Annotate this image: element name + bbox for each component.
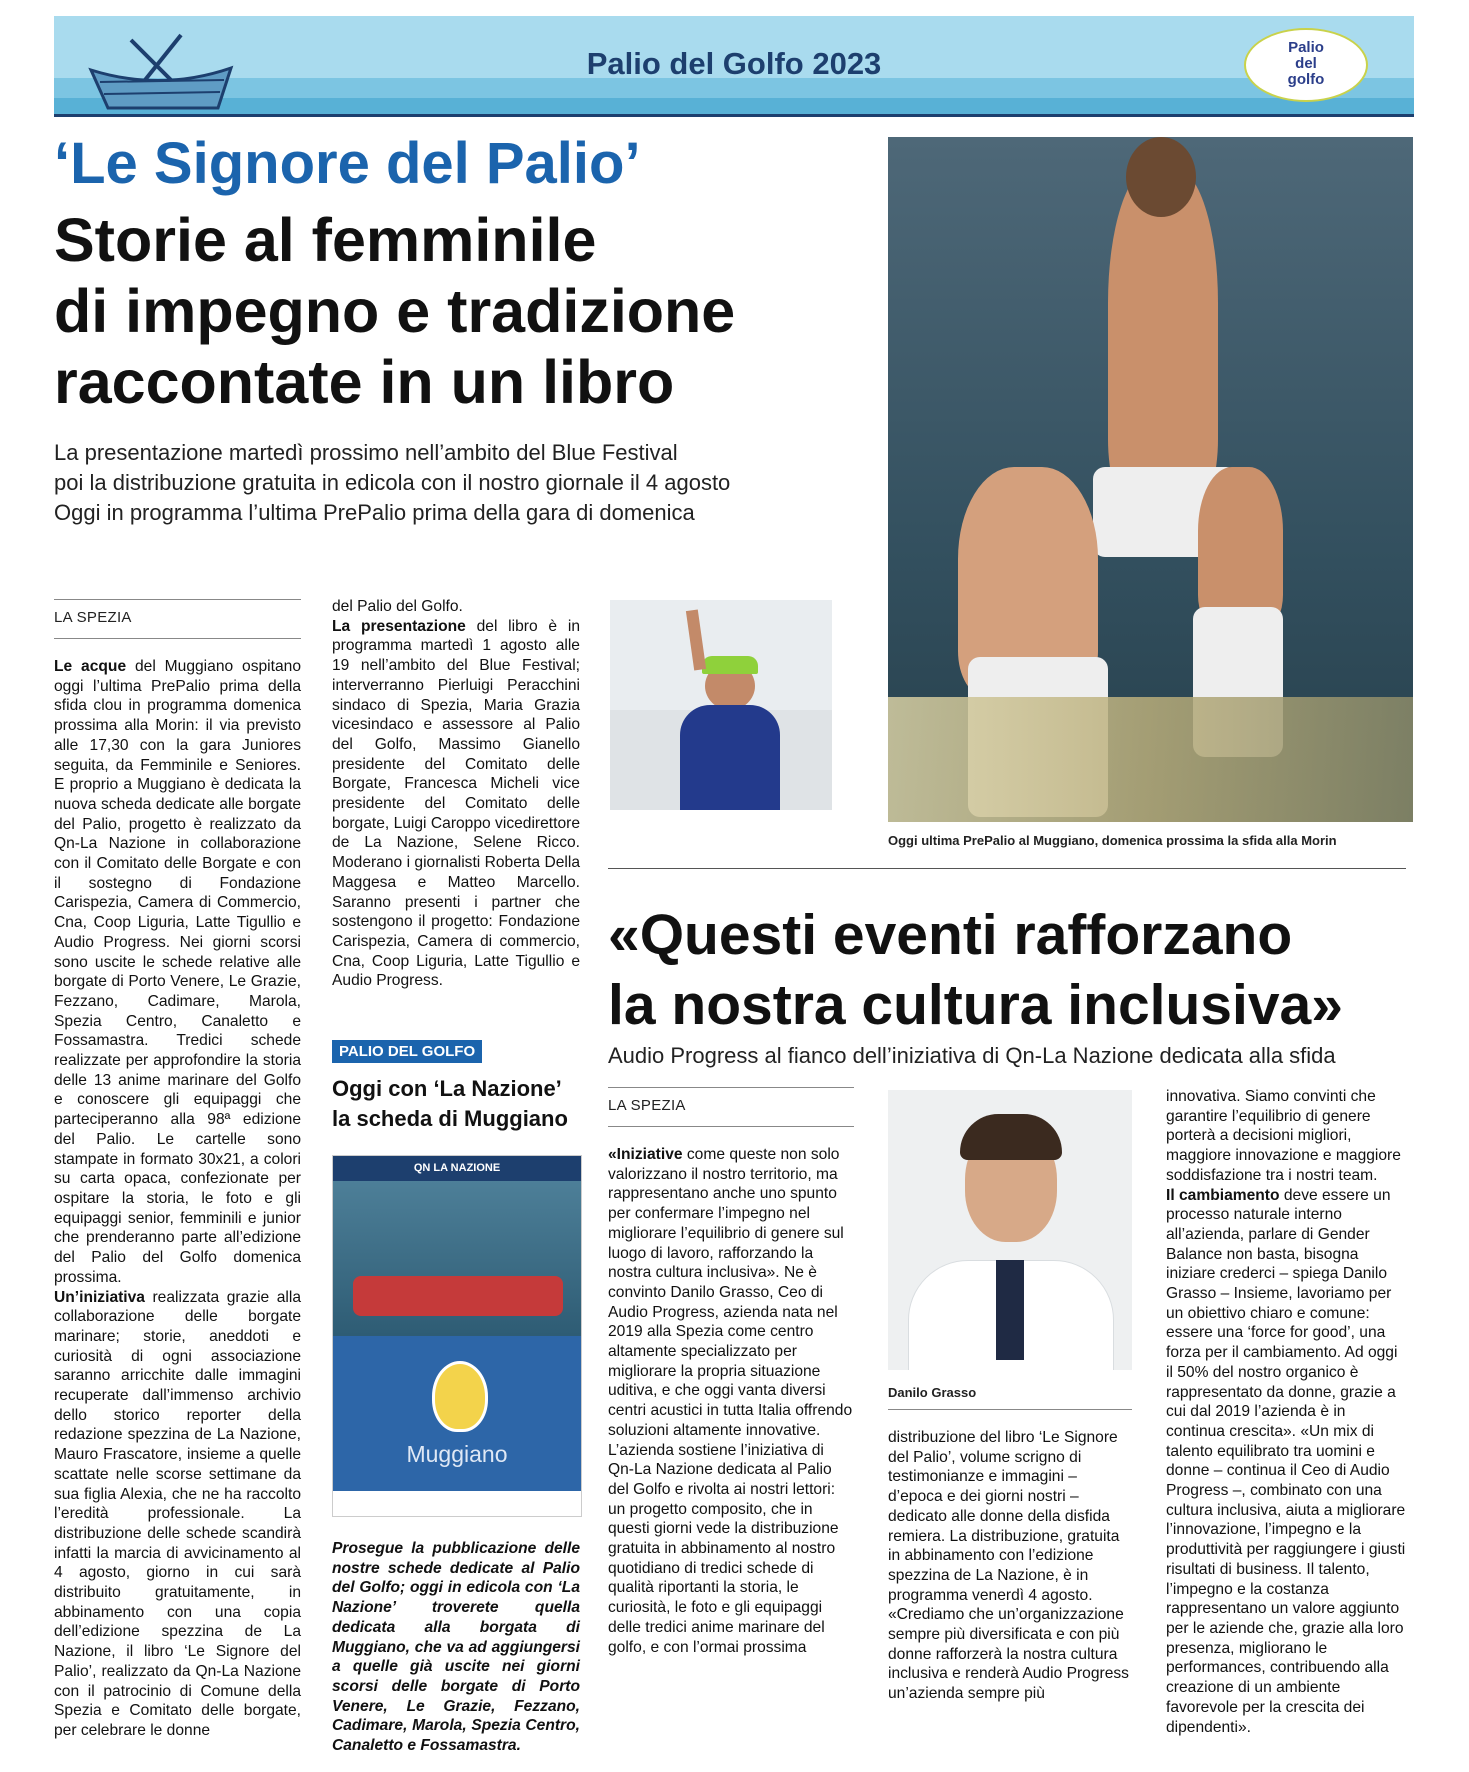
section-title: Palio del Golfo 2023 (586, 46, 882, 81)
cover-masthead: QN LA NAZIONE (333, 1156, 581, 1181)
column-rule (54, 599, 301, 600)
sidebar-caption: Prosegue la pubblicazione delle nostre schede dedicate al Palio del Golfo; oggi in edicola con ‘La Nazione’ troverete quella dedicata alla borgata di Muggiano, che va ad aggiungersi a quelle già uscite nei giorni scorsi delle borgate di Porto Venere, Le Grazie, Fezzano, Cadimare, Marola, Spezia Centro, Canaletto e Fossamastra. (332, 1540, 580, 1755)
header-banner (54, 16, 1414, 116)
lead-in: «Iniziative (608, 1146, 683, 1163)
logo-line: golfo (1287, 71, 1325, 88)
article-column (888, 1428, 1132, 1704)
headline-line: Storie al femminile (54, 206, 597, 274)
lead-in: Un’iniziativa (54, 1288, 145, 1306)
portrait-tie (996, 1260, 1024, 1360)
article-headline (54, 205, 884, 418)
deck-line: Oggi in programma l’ultima PrePalio prima della gara di domenica (54, 500, 695, 525)
paragraph-text: deve essere un processo naturale interno all’azienda, parlare di Gender Balance non basta, bisogna iniziare crederci – spiega Danilo Grasso – Insieme, lavoriamo per un obiettivo chiaro e comune: essere una ‘force for good’, una forza per il cambiamento. Ad oggi il 50% del nostro organico è rappresentato da donne, grazie a cui dal 2019 l’azienda è in continua crescita». «Un mix di talento equilibrato tra uomini e donne – continua il Ceo di Audio Progress –, combinato con una cultura inclusiva, aiuta a migliorare l’innovazione, l’impegno e la produttività per raggiungere i giusti risultati di business. Il talento, l’impegno e la costanza rappresentano un valore aggiunto per le aziende che, grazie alla loro presenza, migliorano le performances, contribuendo alla creazione di un ambiente favorevole per la crescita dei dipendenti». (1166, 1186, 1406, 1736)
paragraph-text: innovativa. Siamo convinti che garantire l’equilibrio di genere porterà a decisioni migliori, maggiore innovazione e maggiore soddisfazione tra i nostri team. (1166, 1088, 1401, 1184)
sidebar-tag: PALIO DEL GOLFO (332, 1040, 482, 1063)
article-kicker: ‘Le Signore del Palio’ (54, 131, 641, 196)
sidebar-title (332, 1074, 588, 1134)
paragraph (54, 1289, 301, 1739)
article-column (54, 657, 301, 1741)
paragraph-text: come queste non solo valorizzano il nostro territorio, ma rappresentano anche uno spunto per confermare l’impegno nel migliorare l’equilibrio di genere sul luogo di lavoro, rafforzando la nostra cultura inclusiva». Ne è convinto Danilo Grasso, Ceo di Audio Progress, azienda nata nel 2019 alla Spezia come centro altamente specializzato per migliorare la propria situazione uditiva, e che oggi vanta diversi centri acustici in tutta Italia offrendo soluzioni altamente innovative. L’azienda sostiene l’iniziativa di Qn-La Nazione dedicata al Palio del Golfo e rivolta ai nostri lettori: un progetto composito, che in questi giorni vede la distribuzione gratuita in abbinamento al nostro quotidiano di tredici schede di qualità riportanti la storia, le curiosità, le foto e gli equipaggi delle tredici anime marinare del golfo, e con l’ormai prossima (608, 1146, 853, 1656)
photo-figure (1198, 467, 1283, 627)
palio-logo (1244, 28, 1368, 102)
headline-line: di impegno e tradizione (54, 277, 736, 345)
interview-deck: Audio Progress al fianco dell’iniziativa di Qn-La Nazione dedicata alla sfida (608, 1043, 1336, 1068)
column-rule (608, 1087, 854, 1088)
logo-line: del (1295, 55, 1317, 72)
sidebar-title-line: la scheda di Muggiano (332, 1106, 568, 1131)
headline-line: «Questi eventi rafforzano (608, 903, 1293, 967)
rowers-celebration-photo (888, 137, 1413, 822)
photo-figure-head (1126, 137, 1196, 217)
photo-cap (702, 656, 758, 674)
paragraph-text: realizzata grazie alla collaborazione delle borgate marinare; storie, aneddoti e curiosità di ogni associazione saranno arricchite dalle immagini recuperate dall’immenso archivio dello storico reporter della redazione spezzina de La Nazione, Mauro Frascatore, insieme a quelle scattate nelle scorse settimane da sua figlia Alexia, che ne ha raccolto l’eredità professionale. La distribuzione delle schede scandirà infatti la marcia di avvicinamento al 4 agosto, giorno in cui sarà distribuito gratuitamente, in abbinamento con una copia dell’edizione spezzina de La Nazione, il libro ‘Le Signore del Palio’, realizzato da Qn-La Nazione con il patrocinio di Comune della Spezia e Comitato delle borgate, per celebrare le donne (54, 1288, 301, 1739)
cover-borgata-name: Muggiano (406, 1441, 508, 1467)
banner-underline (54, 114, 1414, 117)
deck-line: La presentazione martedì prossimo nell’ambito del Blue Festival (54, 440, 678, 465)
photo-caption: Oggi ultima PrePalio al Muggiano, domenica prossima la sfida alla Morin (888, 833, 1337, 848)
column-rule (608, 1126, 854, 1127)
lead-in: Le acque (54, 658, 127, 675)
sidebar-title-line: Oggi con ‘La Nazione’ (332, 1076, 562, 1101)
cover-sponsor-strip (333, 1491, 581, 1516)
article-column (608, 1145, 854, 1657)
portrait-hair (960, 1114, 1062, 1160)
borgata-emblem-icon (432, 1361, 488, 1432)
logo-line: Palio (1288, 39, 1324, 56)
portrait-caption: Danilo Grasso (888, 1385, 977, 1400)
article-column (332, 597, 580, 991)
interview-headline (608, 900, 1343, 1040)
article-deck (54, 438, 814, 528)
lead-in: Il cambiamento (1166, 1186, 1280, 1204)
paragraph-text: distribuzione del libro ‘Le Signore del Palio’, volume scrigno di testimonianze e immagini – d’epoca e dei giorni nostri – dedicato alle donne della disfida remiera. La distribuzione, gratuita in abbinamento con l’edizione spezzina de La Nazione, è in programma venerdì 4 agosto. «Crediamo che un’organizzazione sempre più diversificata e con più donne rafforzerà la nostra cultura inclusiva e renderà Audio Progress un’azienda sempre più (888, 1429, 1129, 1703)
lead-in: La presentazione (332, 617, 466, 635)
photo-figure (1108, 167, 1218, 507)
paragraph-text: del Muggiano ospitano oggi l’ultima PrePalio prima della sfida clou in programma domenica prossima alla Morin: il via previsto alle 17,30 con la gara Juniores seguita, da Femminile e Seniores. E proprio a Muggiano è dedicata la nuova scheda dedicate alle borgate del Palio, progetto è realizzato da Qn-La Nazione in collaborazione con il Comitato delle Borgate e con il sostegno di Fondazione Carispezia, Camera di Commercio, Cna, Coop Liguria, Latte Tigullio e Audio Progress. Nei giorni scorsi sono uscite le schede relative alle borgate di Porto Venere, Le Grazie, Fezzano, Cadimare, Marola, Spezia Centro, Canaletto e Fossamastra. Tredici schede realizzate per approfondire la storia delle 13 anime marinare del Golfo e conoscere gli equipaggi che parteciperanno alla 98ª edizione del Palio. Le cartelle sono stampate in formato 30x21, a colori su carta opaca, confezionate per ospitare la storia, le foto e gli equipaggi senior, femminili e junior che prenderanno parte all’edizione del Palio del Golfo domenica prossima. (54, 658, 301, 1286)
paragraph (54, 658, 301, 1286)
headline-line: raccontate in un libro (54, 348, 675, 416)
column-rule (54, 638, 301, 639)
paragraph (332, 618, 580, 990)
deck-line: poi la distribuzione gratuita in edicola con il nostro giornale il 4 agosto (54, 470, 731, 495)
dateline: LA SPEZIA (54, 609, 132, 626)
referee-photo (610, 600, 832, 810)
danilo-grasso-portrait (888, 1090, 1132, 1370)
muggiano-card-cover (332, 1155, 582, 1517)
headline-line: la nostra cultura inclusiva» (608, 973, 1343, 1037)
paragraph-text: del Palio del Golfo. (332, 598, 463, 615)
column-rule (888, 1409, 1132, 1410)
article-column (1166, 1087, 1406, 1737)
cover-boat (353, 1276, 563, 1316)
photo-body (680, 705, 780, 810)
section-separator (608, 868, 1406, 869)
dateline: LA SPEZIA (608, 1097, 686, 1114)
photo-boat (888, 697, 1413, 822)
paragraph-text: del libro è in programma martedì 1 agosto alle 19 nell’ambito del Blue Festival; interverranno Pierluigi Peracchini sindaco di Spezia, Maria Grazia vicesindaco e assessore al Palio del Golfo, Massimo Gianello presidente del Comitato delle Borgate, Francesca Micheli vice presidente del Comitato delle borgate, Luigi Caroppo vicedirettore de La Nazione, Selene Ricco. Moderano i giornalisti Roberta Della Maggesa e Matteo Marcello. Saranno presenti i partner che sostengono il progetto: Fondazione Carispezia, Camera di commercio, Cna, Coop Liguria, Latte Tigullio e Audio Progress. (332, 617, 580, 990)
